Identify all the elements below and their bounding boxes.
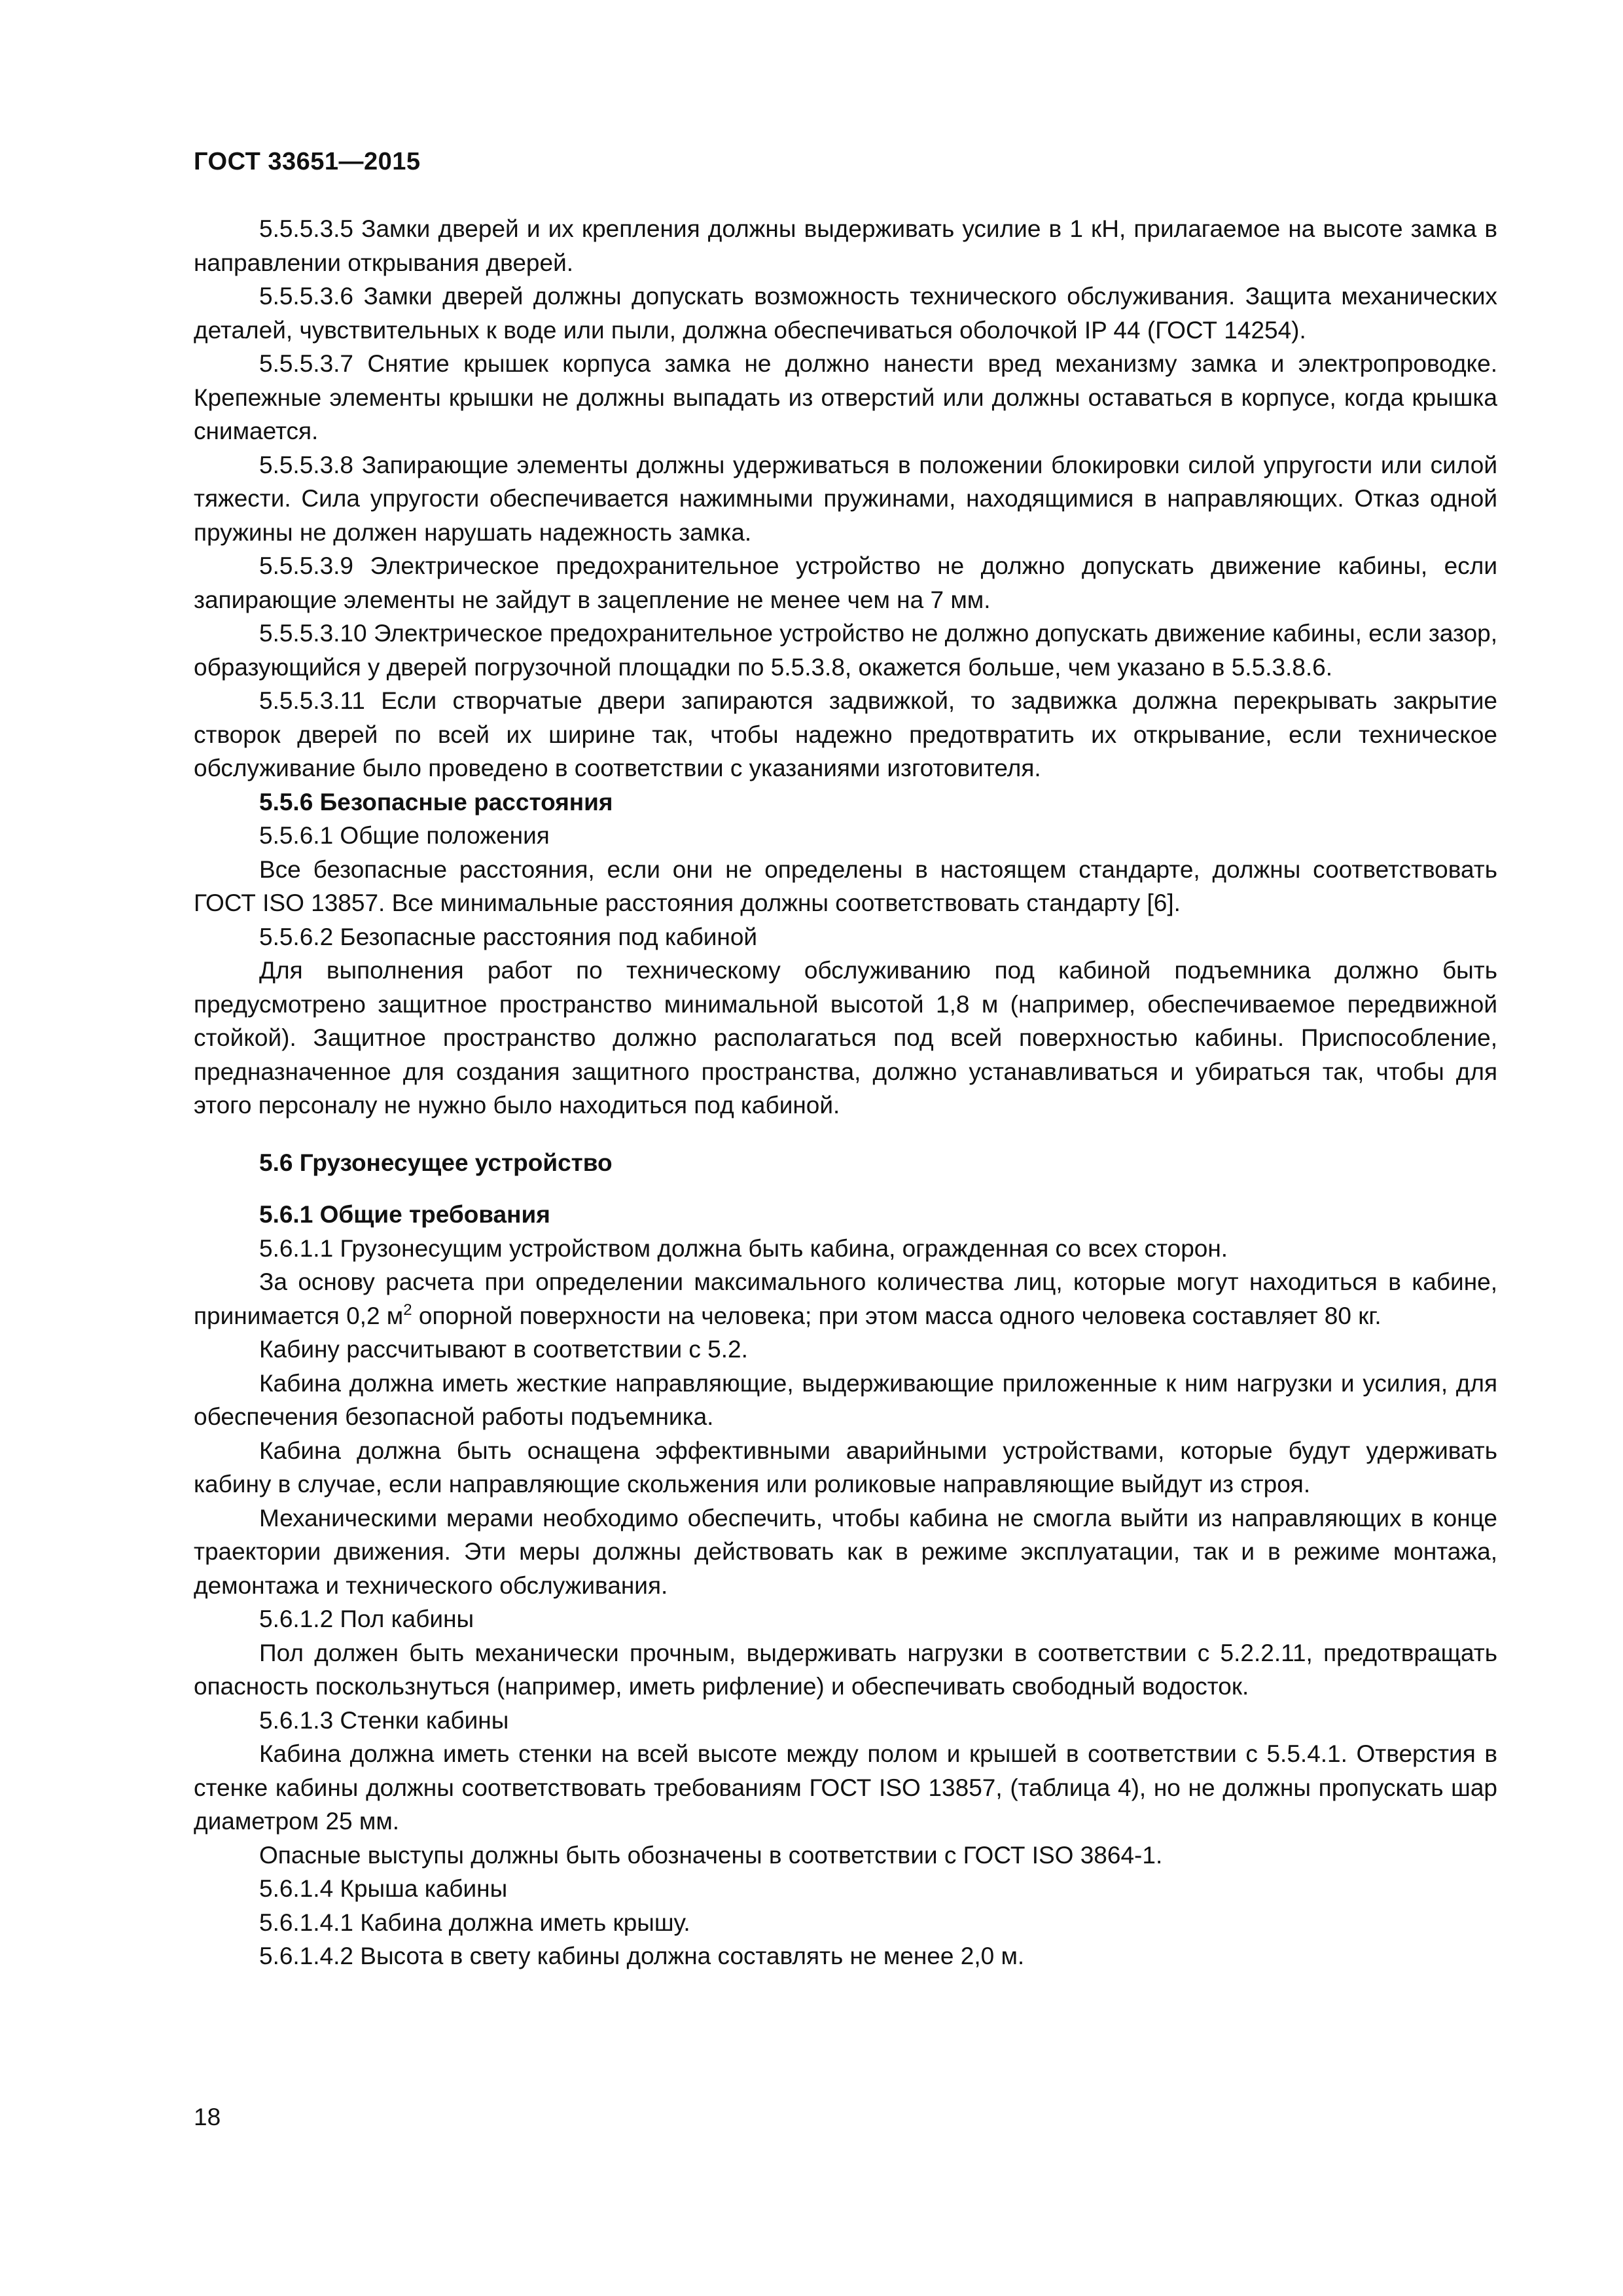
paragraph-5-5-5-3-9: 5.5.5.3.9 Электрическое предохранительное устройство не должно допускать движение кабины, если запирающие элементы не зайдут в зацепление не менее чем на 7 мм. xyxy=(194,552,1497,613)
paragraph-5-5-6-2-text: Для выполнения работ по техническому обслуживанию под кабиной подъемника должно быть предусмотрено защитное пространство минимальной высотой 1,8 м (например, обеспечиваемое передвижной стойкой). Защитное пространство должно располагаться под всей поверхностью кабины. Приспособление, предназначенное для создания защитного пространства, должно устанавливаться и убираться так, чтобы для этого персоналу не нужно было находиться под кабиной. xyxy=(194,957,1497,1119)
paragraph-5-6-1-3-text: Кабина должна иметь стенки на всей высоте между полом и крышей в соответствии с 5.5.4.1. Отверстия в стенке кабины должны соответствовать требованиям ГОСТ ISO 13857, (таблица 4), но не должны пропускать шар диаметром 25 мм. xyxy=(194,1740,1497,1835)
square-superscript: 2 xyxy=(403,1300,412,1319)
paragraph-5-5-5-3-11: 5.5.5.3.11 Если створчатые двери запираются задвижкой, то задвижка должна перекрывать закрытие створок дверей по всей их ширине так, чтобы надежно предотвратить их открывание, если техническое обслуживание было проведено в соответствии с указаниями изготовителя. xyxy=(194,687,1497,781)
document-page xyxy=(194,145,1497,2161)
paragraph-5-6-1-1: 5.6.1.1 Грузонесущим устройством должна быть кабина, огражденная со всех сторон. xyxy=(259,1234,1228,1262)
paragraph-5-5-5-3-10: 5.5.5.3.10 Электрическое предохранительное устройство не должно допускать движение кабины, если зазор, образующийся у дверей погрузочной площадки по 5.5.3.8, окажется больше, чем указано в 5.5.3.8.6. xyxy=(194,620,1497,681)
paragraph-5-6-1-4-2: 5.6.1.4.2 Высота в свету кабины должна составлять не менее 2,0 м. xyxy=(259,1943,1025,1969)
subsection-title-5-6-1-2: 5.6.1.2 Пол кабины xyxy=(259,1605,474,1632)
subsection-title-5-6-1-3: 5.6.1.3 Стенки кабины xyxy=(259,1706,509,1734)
subsection-title-5-5-6-1: 5.5.6.1 Общие положения xyxy=(259,822,550,849)
paragraph-5-6-1-2-text: Пол должен быть механически прочным, выдерживать нагрузки в соответствии с 5.2.2.11, предотвращать опасность поскользнуться (например, иметь рифление) и обеспечивать свободный водосток. xyxy=(194,1639,1497,1700)
paragraph-hazard-marking: Опасные выступы должны быть обозначены в соответствии с ГОСТ ISO 3864-1. xyxy=(259,1841,1163,1869)
paragraph-calculation-basis xyxy=(194,1265,1497,1333)
document-header: ГОСТ 33651—2015 xyxy=(194,148,421,175)
basis-text-start: За основу расчета при определении максимального количества лиц, которые могут находиться в кабине, принимается 0,2 м xyxy=(194,1268,1497,1329)
section-heading-5-5-6: 5.5.6 Безопасные расстояния xyxy=(259,788,613,816)
paragraph-5-5-5-3-5: 5.5.5.3.5 Замки дверей и их крепления должны выдерживать усилие в 1 кН, прилагаемое на высоте замка в направлении открывания дверей. xyxy=(194,215,1497,276)
paragraph-5-6-1-4-1: 5.6.1.4.1 Кабина должна иметь крышу. xyxy=(259,1909,690,1936)
basis-text-end: опорной поверхности на человека; при этом масса одного человека составляет 80 кг. xyxy=(412,1302,1382,1329)
section-heading-5-6: 5.6 Грузонесущее устройство xyxy=(259,1149,613,1176)
section-heading-5-6-1: 5.6.1 Общие требования xyxy=(259,1201,550,1228)
paragraph-5-5-5-3-6: 5.5.5.3.6 Замки дверей должны допускать возможность технического обслуживания. Защита механических деталей, чувствительных к воде или пыли, должна обеспечиваться оболочкой IP 44 (ГОСТ 14254). xyxy=(194,283,1497,344)
paragraph-5-5-5-3-8: 5.5.5.3.8 Запирающие элементы должны удерживаться в положении блокировки силой упругости или силой тяжести. Сила упругости обеспечивается нажимными пружинами, находящимися в направляющих. Отказ одной пружины не должен нарушать надежность замка. xyxy=(194,451,1497,546)
paragraph-rigid-guides: Кабина должна иметь жесткие направляющие, выдерживающие приложенные к ним нагрузки и усилия, для обеспечения безопасной работы подъемника. xyxy=(194,1369,1497,1430)
subsection-title-5-6-1-4: 5.6.1.4 Крыша кабины xyxy=(259,1875,508,1902)
subsection-title-5-5-6-2: 5.5.6.2 Безопасные расстояния под кабиной xyxy=(259,923,758,950)
paragraph-cabin-calculation: Кабину рассчитывают в соответствии с 5.2. xyxy=(259,1336,748,1363)
paragraph-5-5-5-3-7: 5.5.5.3.7 Снятие крышек корпуса замка не должно нанести вред механизму замка и электропроводке. Крепежные элементы крышки не должны выпадать из отверстий или должны оставаться в корпусе, когда крышка снимается. xyxy=(194,350,1497,444)
paragraph-5-5-6-1-text: Все безопасные расстояния, если они не определены в настоящем стандарте, должны соответствовать ГОСТ ISO 13857. Все минимальные расстояния должны соответствовать стандарту [6]. xyxy=(194,855,1497,916)
paragraph-emergency-devices: Кабина должна быть оснащена эффективными аварийными устройствами, которые будут удерживать кабину в случае, если направляющие скольжения или роликовые направляющие выйдут из строя. xyxy=(194,1437,1497,1498)
paragraph-mechanical-measures: Механическими мерами необходимо обеспечить, чтобы кабина не смогла выйти из направляющих в конце траектории движения. Эти меры должны действовать как в режиме эксплуатации, так и в режиме монтажа, демонтажа и технического обслуживания. xyxy=(194,1504,1497,1599)
document-body xyxy=(194,212,1497,1973)
page-number: 18 xyxy=(194,2104,221,2130)
